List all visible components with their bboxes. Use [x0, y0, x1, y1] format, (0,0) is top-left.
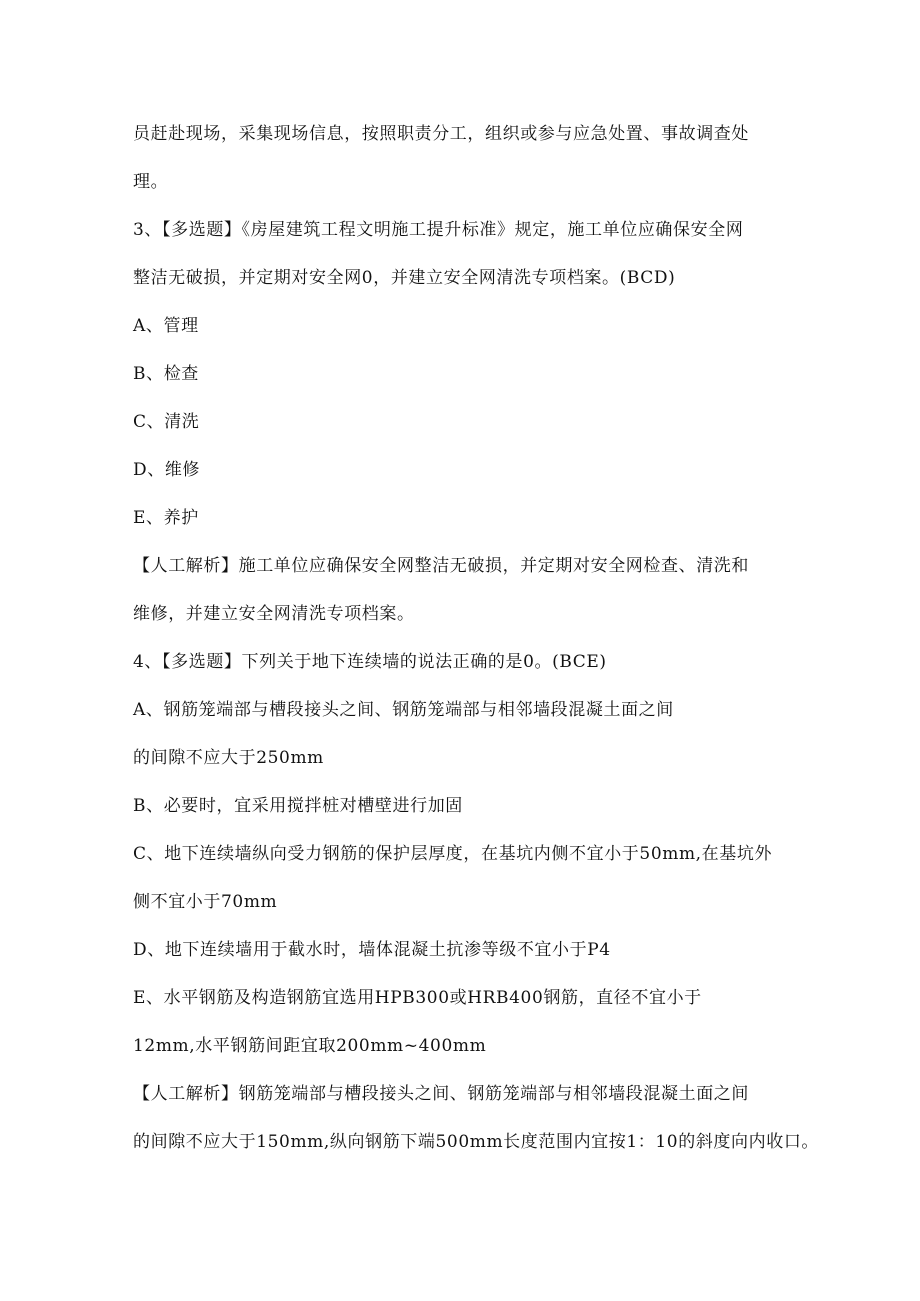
analysis-3-cont: 维修，并建立安全网清洗专项档案。 — [133, 604, 415, 624]
option-c: C、清洗 — [133, 412, 200, 432]
text-line: 员赶赴现场，采集现场信息，按照职责分工，组织或参与应急处置、事故调查处 — [133, 124, 749, 144]
option-d: D、地下连续墙用于截水时，墙体混凝土抗渗等级不宜小于P4 — [133, 940, 611, 960]
option-d: D、维修 — [133, 460, 201, 480]
option-a: A、管理 — [133, 316, 199, 336]
option-e: E、养护 — [133, 508, 199, 528]
analysis-4-cont: 的间隙不应大于150mm,纵向钢筋下端500mm长度范围内宜按1：10的斜度向内收口。 — [133, 1132, 820, 1152]
analysis-4: 【人工解析】钢筋笼端部与槽段接头之间、钢筋笼端部与相邻墙段混凝土面之间 — [133, 1084, 749, 1104]
option-b: B、检查 — [133, 364, 199, 384]
question-3-stem: 3、【多选题】《房屋建筑工程文明施工提升标准》规定，施工单位应确保安全网 — [133, 220, 744, 240]
option-c: C、地下连续墙纵向受力钢筋的保护层厚度，在基坑内侧不宜小于50mm,在基坑外 — [133, 844, 773, 864]
question-4-stem: 4、【多选题】下列关于地下连续墙的说法正确的是0。(BCE) — [133, 652, 607, 672]
option-e-cont: 12mm,水平钢筋间距宜取200mm~400mm — [133, 1036, 487, 1056]
option-a: A、钢筋笼端部与槽段接头之间、钢筋笼端部与相邻墙段混凝土面之间 — [133, 700, 674, 720]
option-a-cont: 的间隙不应大于250mm — [133, 748, 324, 768]
analysis-3: 【人工解析】施工单位应确保安全网整洁无破损，并定期对安全网检查、清洗和 — [133, 556, 749, 576]
option-c-cont: 侧不宜小于70mm — [133, 892, 278, 912]
option-e: E、水平钢筋及构造钢筋宜选用HPB300或HRB400钢筋，直径不宜小于 — [133, 988, 702, 1008]
option-b: B、必要时，宜采用搅拌桩对槽壁进行加固 — [133, 796, 463, 816]
text-line: 理。 — [133, 172, 169, 192]
question-3-stem-cont: 整洁无破损，并定期对安全网0，并建立安全网清洗专项档案。(BCD) — [133, 268, 676, 288]
